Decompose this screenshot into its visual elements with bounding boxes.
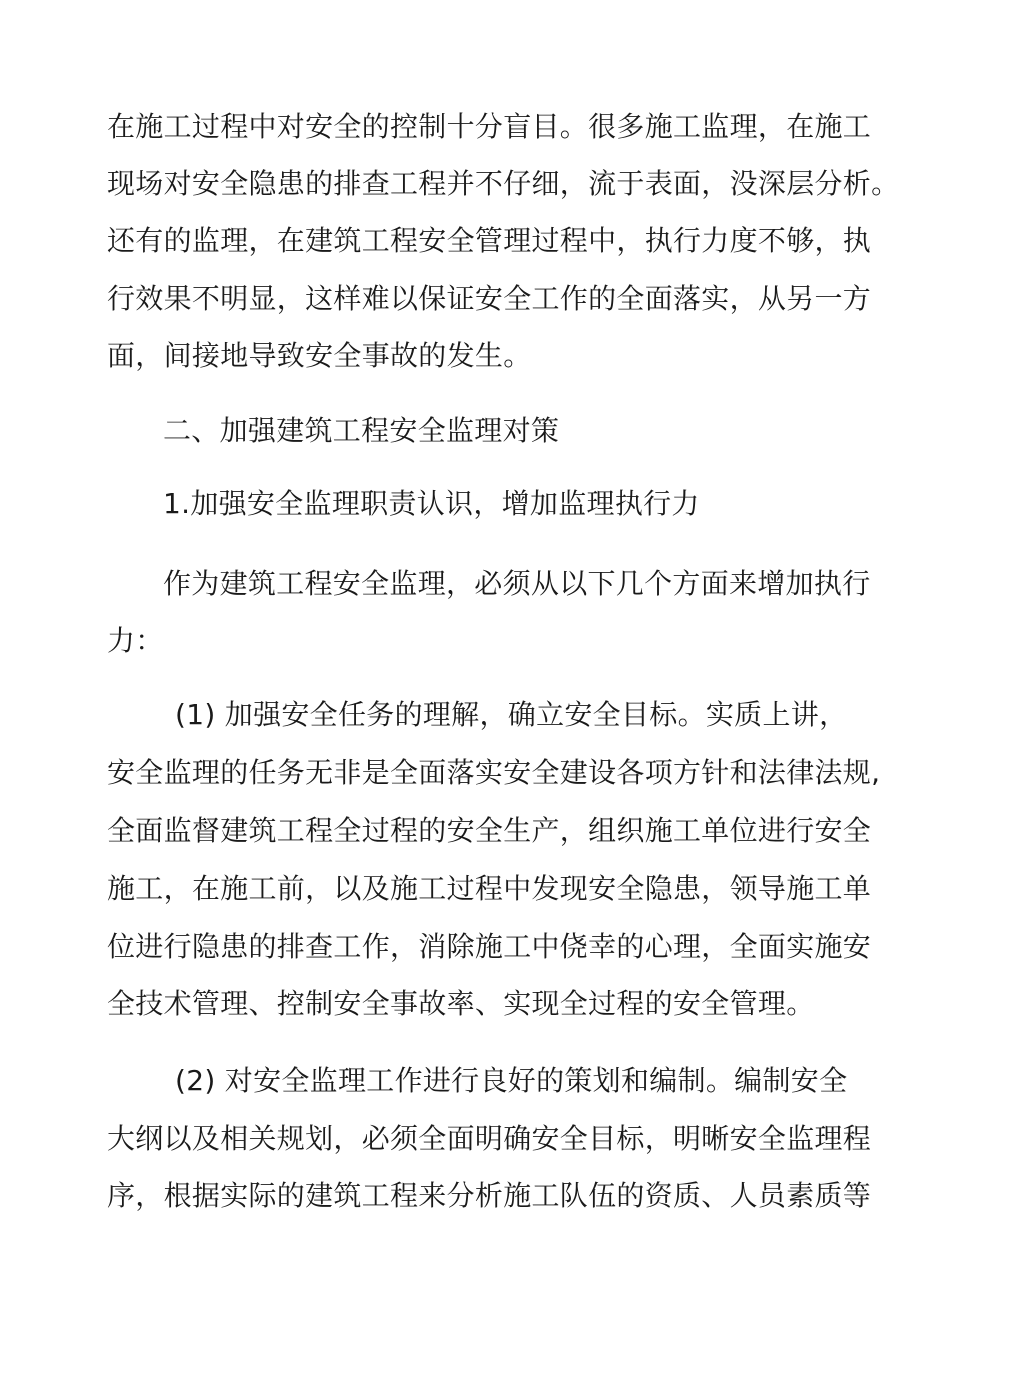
section-heading: 二、加强建筑工程安全监理对策 — [163, 414, 560, 447]
lead-line-1: 作为建筑工程安全监理，必须从以下几个方面来增加执行 — [163, 567, 871, 600]
intro-line-3: 还有的监理，在建筑工程安全管理过程中，执行力度不够，执 — [107, 224, 872, 257]
item-1-line-3: 全面监督建筑工程全过程的安全生产，组织施工单位进行安全 — [107, 814, 872, 847]
item-1-line-6: 全技术管理、控制安全事故率、实现全过程的安全管理。 — [107, 987, 815, 1020]
item-1-line-2: 安全监理的任务无非是全面落实安全建设各项方针和法律法规, — [107, 756, 881, 789]
item-1-line-1: (1) 加强安全任务的理解，确立安全目标。实质上讲， — [175, 698, 848, 731]
item-1-line-5: 位进行隐患的排查工作，消除施工中侥幸的心理，全面实施安 — [107, 930, 872, 963]
subsection-heading: 1.加强安全监理职责认识，增加监理执行力 — [163, 487, 700, 520]
item-1-line-4: 施工，在施工前，以及施工过程中发现安全隐患，领导施工单 — [107, 872, 872, 905]
intro-line-1: 在施工过程中对安全的控制十分盲目。很多施工监理，在施工 — [107, 110, 872, 143]
item-2-line-3: 序，根据实际的建筑工程来分析施工队伍的资质、人员素质等 — [107, 1179, 872, 1212]
intro-line-4: 行效果不明显，这样难以保证安全工作的全面落实，从另一方 — [107, 282, 872, 315]
lead-line-2: 力： — [107, 624, 164, 657]
item-2-line-1: (2) 对安全监理工作进行良好的策划和编制。编制安全 — [175, 1064, 848, 1097]
intro-line-5: 面，间接地导致安全事故的发生。 — [107, 339, 532, 372]
item-2-line-2: 大纲以及相关规划，必须全面明确安全目标，明晰安全监理程 — [107, 1122, 872, 1155]
intro-line-2: 现场对安全隐患的排查工程并不仔细，流于表面，没深层分析。 — [107, 167, 900, 200]
